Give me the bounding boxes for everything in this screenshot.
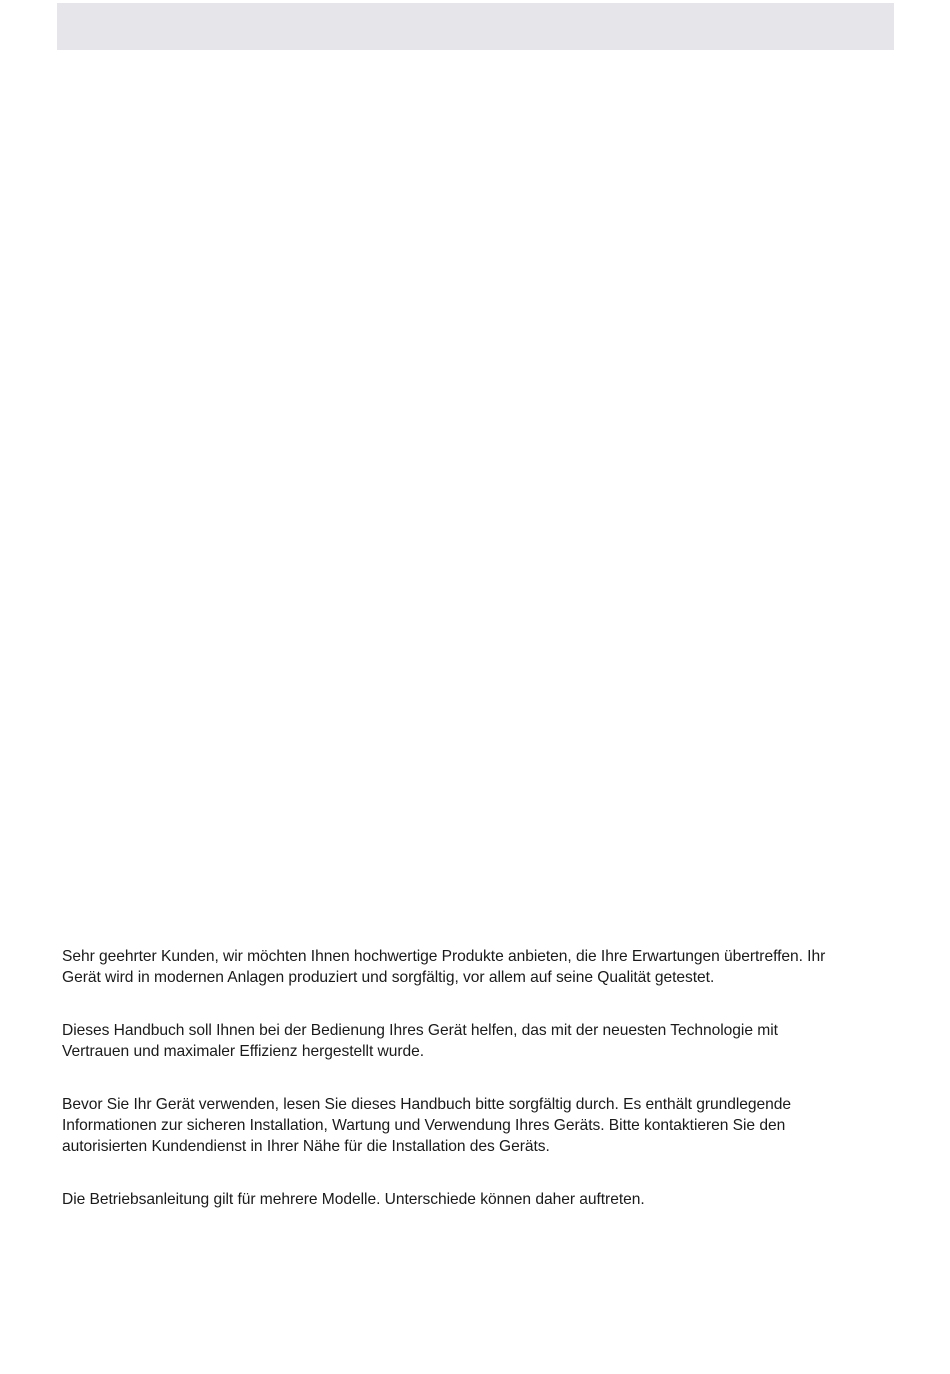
paragraph-line: Vertrauen und maximaler Effizienz hergestellt wurde. xyxy=(62,1043,425,1060)
paragraph-line: autorisierten Kundendienst in Ihrer Nähe für die Installation des Geräts. xyxy=(62,1138,550,1155)
intro-paragraph-2 xyxy=(62,1020,902,1062)
paragraph-line: Sehr geehrter Kunden, wir möchten Ihnen hochwertige Produkte anbieten, die Ihre Erwartungen übertreffen. Ihr xyxy=(62,948,826,965)
header-band xyxy=(57,3,894,50)
paragraph-line: Bevor Sie Ihr Gerät verwenden, lesen Sie dieses Handbuch bitte sorgfältig durch. Es enthält grundlegende xyxy=(62,1096,792,1113)
intro-paragraph-4 xyxy=(62,1189,902,1210)
intro-paragraph-1 xyxy=(62,946,902,988)
paragraph-line: Gerät wird in modernen Anlagen produziert und sorgfältig, vor allem auf seine Qualität getestet. xyxy=(62,969,715,986)
intro-paragraph-3 xyxy=(62,1094,902,1157)
paragraph-line: Die Betriebsanleitung gilt für mehrere Modelle. Unterschiede können daher auftreten. xyxy=(62,1191,645,1208)
intro-text-block xyxy=(62,946,902,1210)
paragraph-line: Informationen zur sicheren Installation, Wartung und Verwendung Ihres Geräts. Bitte kontaktieren Sie den xyxy=(62,1117,786,1134)
paragraph-line: Dieses Handbuch soll Ihnen bei der Bedienung Ihres Gerät helfen, das mit der neuesten Technologie mit xyxy=(62,1022,778,1039)
